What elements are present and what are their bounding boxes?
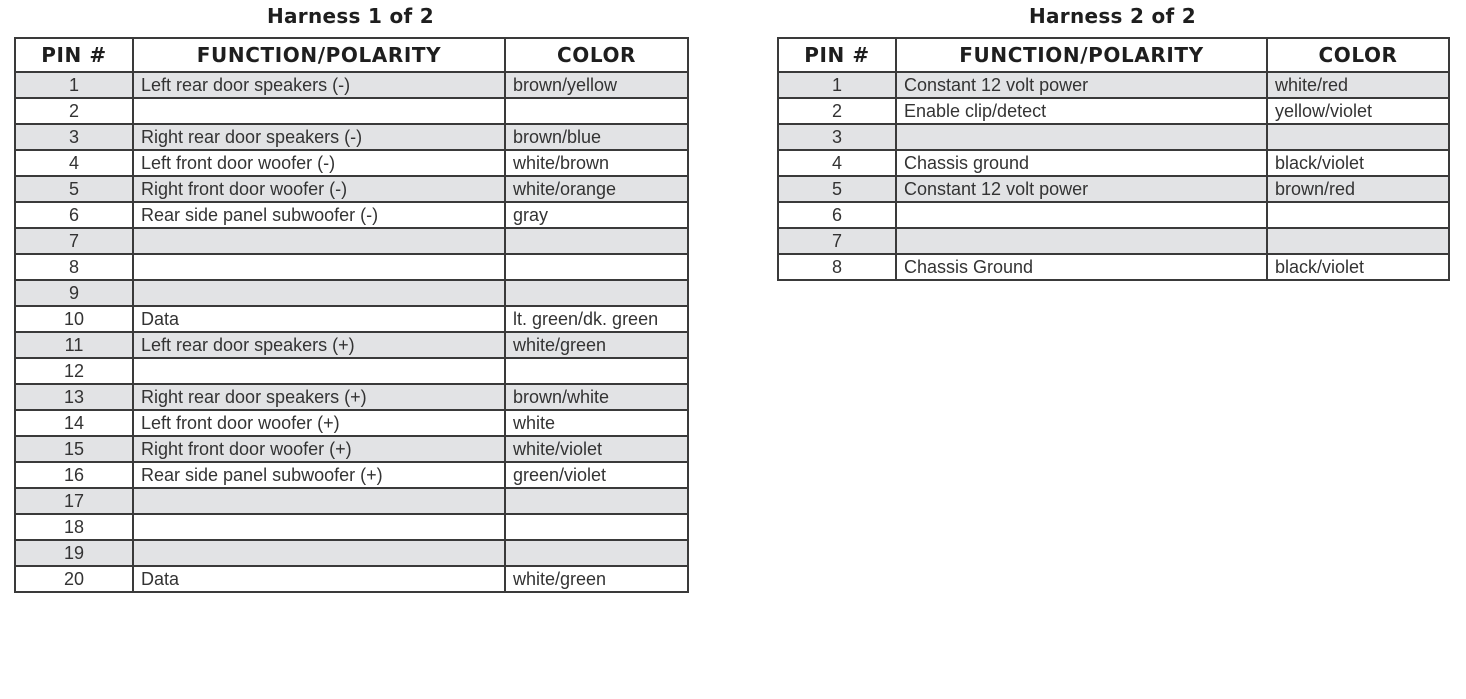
color-column-header: COLOR [505, 38, 688, 72]
color-cell: white/green [505, 566, 688, 592]
color-cell [1267, 228, 1449, 254]
pin-column-header: PIN # [15, 38, 133, 72]
table-header-row [778, 38, 1449, 72]
function-cell [133, 540, 505, 566]
pin-cell: 13 [15, 384, 133, 410]
function-cell [896, 202, 1267, 228]
color-cell: brown/yellow [505, 72, 688, 98]
function-cell: Rear side panel subwoofer (+) [133, 462, 505, 488]
function-cell: Right front door woofer (+) [133, 436, 505, 462]
pin-cell: 1 [15, 72, 133, 98]
color-cell: brown/red [1267, 176, 1449, 202]
table-row [15, 488, 688, 514]
table-row [15, 462, 688, 488]
function-cell [133, 280, 505, 306]
function-cell [896, 124, 1267, 150]
color-cell: white/orange [505, 176, 688, 202]
function-cell [133, 254, 505, 280]
pin-cell: 20 [15, 566, 133, 592]
table-row [15, 566, 688, 592]
function-cell: Right rear door speakers (+) [133, 384, 505, 410]
color-column-header: COLOR [1267, 38, 1449, 72]
pin-cell: 4 [778, 150, 896, 176]
color-cell: lt. green/dk. green [505, 306, 688, 332]
pin-cell: 4 [15, 150, 133, 176]
harness-1-table [14, 37, 689, 593]
color-cell [505, 358, 688, 384]
table-row [778, 176, 1449, 202]
function-column-header: FUNCTION/POLARITY [133, 38, 505, 72]
function-cell [133, 514, 505, 540]
table-row [15, 540, 688, 566]
color-cell: yellow/violet [1267, 98, 1449, 124]
color-cell: white/green [505, 332, 688, 358]
table-row [778, 124, 1449, 150]
pin-cell: 8 [778, 254, 896, 280]
pin-cell: 11 [15, 332, 133, 358]
function-cell: Data [133, 566, 505, 592]
function-cell [133, 488, 505, 514]
function-cell: Left front door woofer (-) [133, 150, 505, 176]
pin-column-header: PIN # [778, 38, 896, 72]
table-row [15, 254, 688, 280]
color-cell: white/brown [505, 150, 688, 176]
pin-cell: 14 [15, 410, 133, 436]
pin-cell: 3 [15, 124, 133, 150]
table-row [15, 384, 688, 410]
pin-cell: 2 [15, 98, 133, 124]
table-row [15, 176, 688, 202]
color-cell: gray [505, 202, 688, 228]
color-cell [1267, 202, 1449, 228]
pin-cell: 8 [15, 254, 133, 280]
color-cell [505, 488, 688, 514]
color-cell [505, 280, 688, 306]
function-cell: Chassis Ground [896, 254, 1267, 280]
table-row [15, 202, 688, 228]
table-header-row [15, 38, 688, 72]
function-column-header: FUNCTION/POLARITY [896, 38, 1267, 72]
pin-cell: 5 [15, 176, 133, 202]
table-row [15, 332, 688, 358]
color-cell: white [505, 410, 688, 436]
table-row [15, 306, 688, 332]
color-cell [1267, 124, 1449, 150]
table-row [778, 150, 1449, 176]
table-row [15, 228, 688, 254]
table-row [15, 410, 688, 436]
table-row [778, 72, 1449, 98]
pin-cell: 16 [15, 462, 133, 488]
pin-cell: 6 [15, 202, 133, 228]
harness-2-title: Harness 2 of 2 [1028, 4, 1197, 28]
harness-1-section [14, 0, 687, 593]
function-cell: Constant 12 volt power [896, 72, 1267, 98]
table-row [15, 98, 688, 124]
function-cell: Left rear door speakers (+) [133, 332, 505, 358]
table-row [15, 280, 688, 306]
function-cell [896, 228, 1267, 254]
function-cell: Right rear door speakers (-) [133, 124, 505, 150]
pin-cell: 3 [778, 124, 896, 150]
pin-cell: 10 [15, 306, 133, 332]
table-row [15, 358, 688, 384]
function-cell: Data [133, 306, 505, 332]
color-cell: white/violet [505, 436, 688, 462]
color-cell: green/violet [505, 462, 688, 488]
color-cell [505, 540, 688, 566]
table-row [15, 436, 688, 462]
table-row [778, 228, 1449, 254]
function-cell: Rear side panel subwoofer (-) [133, 202, 505, 228]
pin-cell: 7 [15, 228, 133, 254]
color-cell: white/red [1267, 72, 1449, 98]
table-row [778, 202, 1449, 228]
function-cell: Right front door woofer (-) [133, 176, 505, 202]
pin-cell: 2 [778, 98, 896, 124]
pin-cell: 17 [15, 488, 133, 514]
table-row [778, 98, 1449, 124]
color-cell: black/violet [1267, 254, 1449, 280]
color-cell: black/violet [1267, 150, 1449, 176]
pin-cell: 18 [15, 514, 133, 540]
function-cell: Left front door woofer (+) [133, 410, 505, 436]
color-cell [505, 98, 688, 124]
function-cell: Constant 12 volt power [896, 176, 1267, 202]
table-row [15, 150, 688, 176]
function-cell: Chassis ground [896, 150, 1267, 176]
function-cell [133, 358, 505, 384]
color-cell [505, 514, 688, 540]
harness-1-title: Harness 1 of 2 [266, 4, 435, 28]
pin-cell: 15 [15, 436, 133, 462]
color-cell [505, 254, 688, 280]
harness-2-section [777, 0, 1448, 281]
color-cell [505, 228, 688, 254]
color-cell: brown/blue [505, 124, 688, 150]
pin-cell: 9 [15, 280, 133, 306]
table-row [778, 254, 1449, 280]
function-cell: Enable clip/detect [896, 98, 1267, 124]
pin-cell: 6 [778, 202, 896, 228]
color-cell: brown/white [505, 384, 688, 410]
function-cell [133, 228, 505, 254]
pin-cell: 5 [778, 176, 896, 202]
table-row [15, 72, 688, 98]
table-row [15, 124, 688, 150]
function-cell: Left rear door speakers (-) [133, 72, 505, 98]
pin-cell: 12 [15, 358, 133, 384]
function-cell [133, 98, 505, 124]
harness-2-table [777, 37, 1450, 281]
pin-cell: 19 [15, 540, 133, 566]
pin-cell: 1 [778, 72, 896, 98]
pin-cell: 7 [778, 228, 896, 254]
table-row [15, 514, 688, 540]
